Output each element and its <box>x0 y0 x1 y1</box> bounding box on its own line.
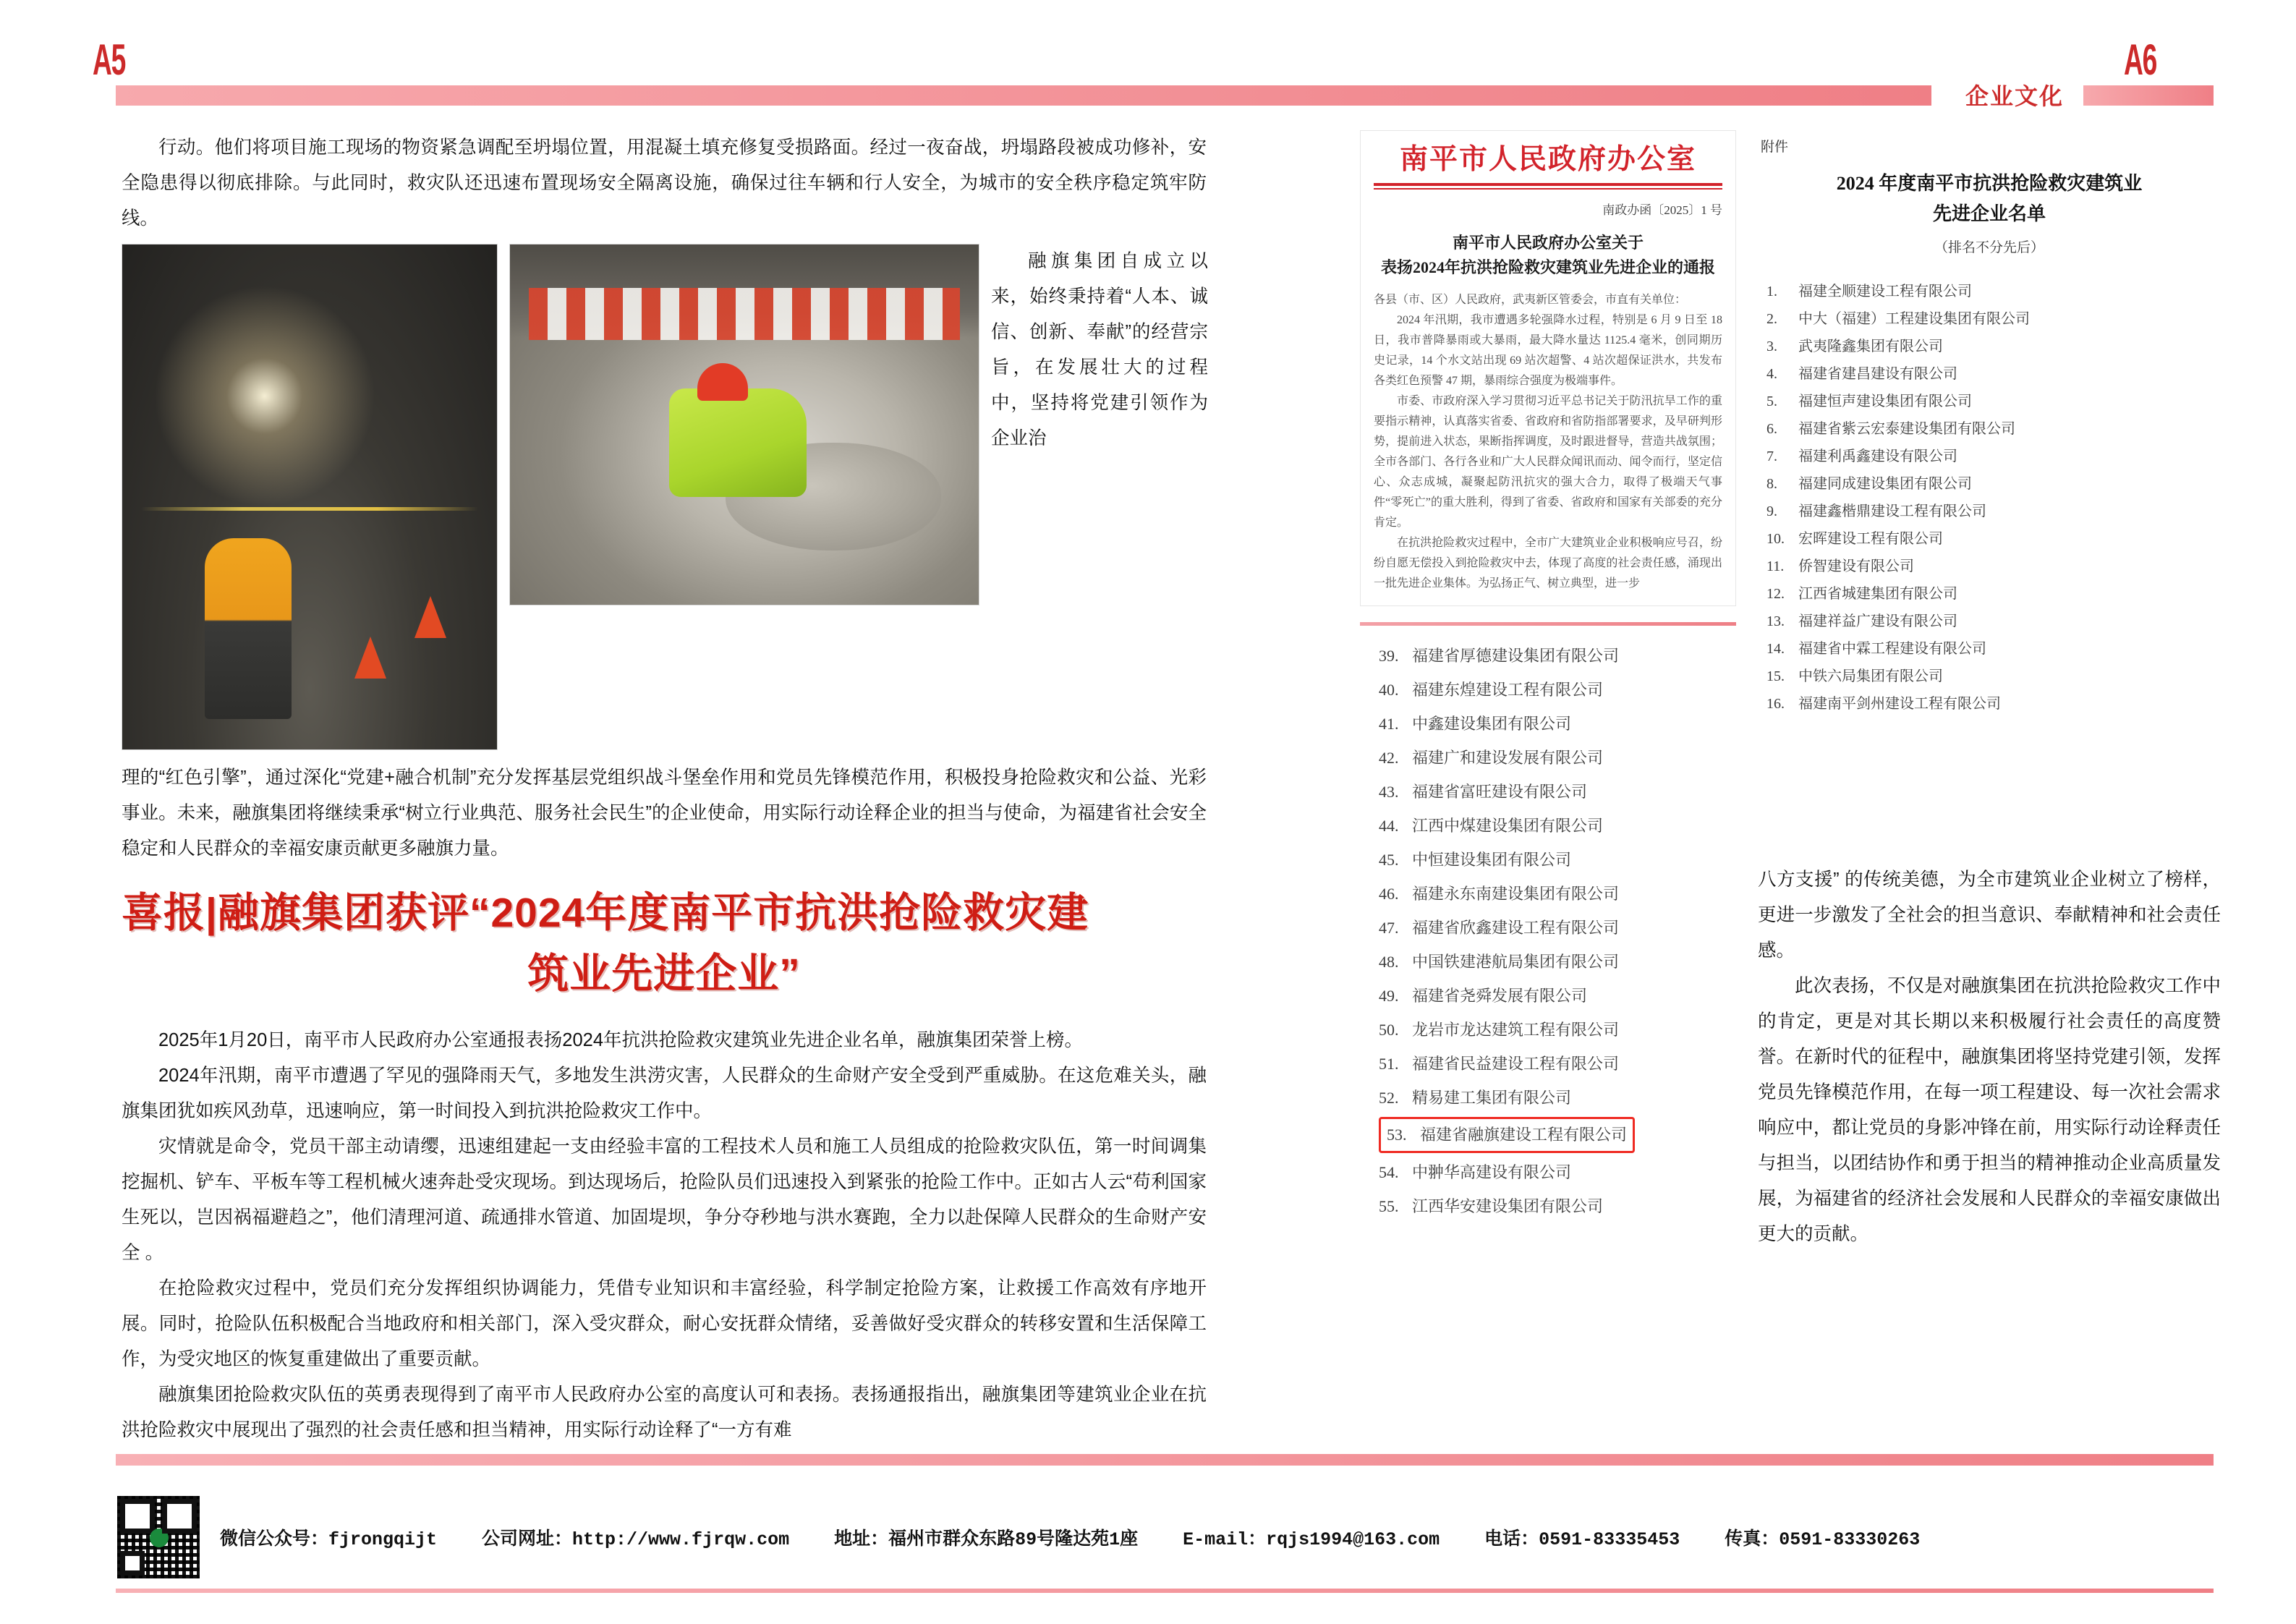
attachment-item-name: 福建省建昌建设有限公司 <box>1798 366 1957 382</box>
attachment-item-name: 江西省城建集团有限公司 <box>1798 586 1957 602</box>
list-item-name: 中恒建设集团有限公司 <box>1412 851 1572 869</box>
attachment-item-name: 福建省紫云宏泰建设集团有限公司 <box>1798 421 2015 437</box>
attachment-item-number: 1. <box>1766 284 1777 299</box>
attachment-title-line-2: 先进企业名单 <box>1932 203 2046 224</box>
list-item-number: 46. <box>1379 885 1399 903</box>
attachment-item-number: 13. <box>1766 613 1785 629</box>
list-item-name: 中翀华高建设有限公司 <box>1412 1163 1572 1181</box>
attachment-item-number: 3. <box>1766 339 1777 354</box>
attachment-scan <box>1758 130 2221 720</box>
attachment-item-name: 福建全顺建设工程有限公司 <box>1798 284 1972 299</box>
attachment-label: 附件 <box>1761 140 1789 155</box>
after-photo-paragraph: 理的“红色引擎”，通过深化“党建+融合机制”充分发挥基层党组织战斗堡垒作用和党员先锋模范作用，积极投身抢险救灾和公益、光彩事业。未来，融旗集团将继续秉承“树立行业典范、服务社会民生”的企业使命，用实际行动诠释企业的担当与使命，为福建省社会安全稳定和人民群众的幸福安康贡献更多融旗力量。 <box>122 768 1207 859</box>
attachment-item <box>1761 470 2218 498</box>
right-column-body <box>1758 862 2221 1252</box>
footer-address: 地址：福州市群众东路89号隆达苑1座 <box>834 1529 1139 1550</box>
attachment-subtitle: （排名不分先后） <box>1934 240 2044 255</box>
list-item-number: 39. <box>1379 647 1399 665</box>
list-item-number: 48. <box>1379 953 1399 971</box>
list-item <box>1379 945 1729 979</box>
list-item-name: 中国铁建港航局集团有限公司 <box>1412 953 1620 971</box>
list-item <box>1379 877 1729 911</box>
attachment-item <box>1761 690 2218 718</box>
attachment-item <box>1761 608 2218 635</box>
list-item-number: 49. <box>1379 987 1399 1005</box>
attachment-item-name: 福建利禹鑫建设有限公司 <box>1798 448 1957 464</box>
doc-heading <box>1374 231 1722 280</box>
attachment-item <box>1761 498 2218 525</box>
list-item <box>1379 1189 1729 1223</box>
footer-email: E-mail：rqjs1994@163.com <box>1183 1529 1440 1550</box>
doc-heading-line-1: 南平市人民政府办公室关于 <box>1452 234 1644 252</box>
intro-paragraph: 行动。他们将项目施工现场的物资紧急调配至坍塌位置，用混凝土填充修复受损路面。经过一夜奋战，坍塌路段被成功修补，安全隐患得以彻底排除。与此同时，救灾队还迅速布置现场安全隔离设施，确保过往车辆和行人安全，为城市的安全秩序稳定筑牢防线。 <box>122 137 1207 229</box>
list-item-name: 江西华安建设集团有限公司 <box>1412 1197 1604 1215</box>
issuer-title: 南平市人民政府办公室 <box>1399 144 1696 175</box>
attachment-item-name: 宏晖建设工程有限公司 <box>1798 531 1943 547</box>
article-paragraph: 2024年汛期，南平市遭遇了罕见的强降雨天气，多地发生洪涝灾害，人民群众的生命财产安全受到严重威胁。在这危难关头，融旗集团犹如疾风劲草，迅速响应，第一时间投入到抗洪抢险救灾工作中。 <box>122 1066 1207 1121</box>
attachment-item <box>1761 388 2218 415</box>
article-paragraph: 融旗集团抢险救灾队伍的英勇表现得到了南平市人民政府办公室的高度认可和表扬。表扬通报指出，融旗集团等建筑业企业在抗洪抢险救灾中展现出了强烈的社会责任感和担当精神，用实际行动诠释了“一方有难 <box>122 1385 1207 1440</box>
section-label: 企业文化 <box>1965 83 2064 109</box>
list-item <box>1379 707 1729 741</box>
doc-paragraph: 各县（市、区）人民政府，武夷新区管委会，市直有关单位： <box>1374 294 1687 306</box>
doc-number: 南政办函〔2025〕1 号 <box>1602 203 1722 217</box>
right-paragraph: 此次表扬，不仅是对融旗集团在抗洪抢险救灾工作中的肯定，更是对其长期以来积极履行社会责任的高度赞誉。在新时代的征程中，融旗集团将坚持党建引领，发挥党员先锋模范作用，在每一项工程建设、每一次社会需求响应中，都让党员的身影冲锋在前，用实际行动诠释责任与担当，以团结协作和勇于担当的精神推动企业高质量发展，为福建省的经济社会发展和人民群众的幸福安康做出更大的贡献。 <box>1758 976 2221 1244</box>
attachment-item-number: 14. <box>1766 641 1785 657</box>
list-item-name: 福建省厚德建设集团有限公司 <box>1412 647 1620 665</box>
worker-vest <box>669 388 807 497</box>
attachment-item-name: 福建省中霖工程建设有限公司 <box>1798 641 1986 657</box>
list-item-name: 龙岩市龙达建筑工程有限公司 <box>1412 1021 1620 1039</box>
list-item-name: 福建省融旗建设工程有限公司 <box>1420 1126 1628 1144</box>
list-item-name: 江西中煤建设集团有限公司 <box>1412 817 1604 835</box>
doc-paragraph: 市委、市政府深入学习贯彻习近平总书记关于防汛抗旱工作的重要指示精神，认真落实省委、省政府和省防指部署要求，及早研判形势，提前进入状态，果断指挥调度，及时跟进督导，营造共战氛围；全市各部门、各行各业和广大人民群众闻讯而动、闻令而行，坚定信心、众志成城，凝聚起防汛抗灾的强大合力，取得了极端天气事件“零死亡”的重大胜利，得到了省委、省政府和国家有关部委的充分肯定。 <box>1374 395 1722 529</box>
list-item <box>1379 843 1729 877</box>
attachment-item <box>1761 415 2218 443</box>
doc-body <box>1374 290 1722 594</box>
list-item <box>1379 911 1729 945</box>
list-item-number: 55. <box>1379 1197 1399 1215</box>
list-item-number: 43. <box>1379 783 1399 801</box>
list-item-name: 福建永东南建设集团有限公司 <box>1412 885 1620 903</box>
attachment-item <box>1761 525 2218 553</box>
list-item-name: 精易建工集团有限公司 <box>1412 1089 1572 1107</box>
list-item-number: 41. <box>1379 715 1399 733</box>
list-item-number: 45. <box>1379 851 1399 869</box>
attachment-item-number: 12. <box>1766 586 1785 602</box>
article-paragraph: 灾情就是命令，党员干部主动请缨，迅速组建起一支由经验丰富的工程技术人员和施工人员组成的抢险救灾队伍，第一时间调集挖掘机、铲车、平板车等工程机械火速奔赴受灾现场。到达现场后，抢险队员们迅速投入到紧张的抢险工作中。正如古人云“苟利国家生死以，岂因祸福避趋之”，他们清理河道、疏通排水管道、加固堤坝，争分夺秒地与洪水赛跑，全力以赴保障人民群众的生命财产安全 。 <box>122 1136 1207 1263</box>
doc-heading-line-2: 表扬2024年抗洪抢险救灾建筑业先进企业的通报 <box>1380 258 1715 276</box>
left-column <box>122 130 1207 1448</box>
footer-website: 公司网址：http://www.fjrqw.com <box>482 1529 790 1550</box>
attachment-item-number: 11. <box>1766 558 1785 574</box>
attachment-item-name: 福建祥益广建设有限公司 <box>1798 613 1957 629</box>
list-item <box>1379 775 1729 809</box>
photo-day-scene <box>510 245 979 605</box>
photo-night-road-repair <box>122 244 498 750</box>
list-item-number: 40. <box>1379 681 1399 699</box>
attachment-title-line-1: 2024 年度南平市抗洪抢险救灾建筑业 <box>1836 173 2143 194</box>
attachment-item <box>1761 553 2218 580</box>
company-list-scan <box>1360 626 1736 1230</box>
list-item-name: 中鑫建设集团有限公司 <box>1412 715 1572 733</box>
list-item-highlighted <box>1379 1117 1635 1153</box>
attachment-item-number: 5. <box>1766 394 1777 409</box>
list-item <box>1379 741 1729 775</box>
list-item <box>1379 979 1729 1013</box>
intro-paragraph-block <box>122 130 1207 237</box>
page-footer <box>116 1490 2214 1584</box>
attachment-item-name: 侨智建设有限公司 <box>1798 558 1914 574</box>
footer-fax: 传真：0591-83330263 <box>1725 1529 1921 1550</box>
attachment-item-name: 中大（福建）工程建设集团有限公司 <box>1798 311 2030 327</box>
attachment-item-number: 15. <box>1766 668 1785 684</box>
attachment-item <box>1761 333 2218 360</box>
attachment-item-number: 16. <box>1766 696 1785 712</box>
attachment-item <box>1761 278 2218 305</box>
list-item-number: 42. <box>1379 749 1399 767</box>
list-item <box>1379 1081 1729 1115</box>
list-item-name: 福建省富旺建设有限公司 <box>1412 783 1588 801</box>
attachment-item <box>1761 305 2218 333</box>
list-item <box>1379 1013 1729 1047</box>
footer-phone: 电话：0591-83335453 <box>1484 1529 1680 1550</box>
list-item-number: 53. <box>1387 1126 1407 1144</box>
doc-red-rule-thin <box>1374 188 1722 190</box>
folio-right: A6 <box>2124 35 2157 84</box>
attachment-item-name: 福建同成建设集团有限公司 <box>1798 476 1972 492</box>
after-photo-block <box>122 760 1207 867</box>
list-item <box>1379 1047 1729 1081</box>
folio-left: A5 <box>93 35 126 84</box>
attachment-item-number: 9. <box>1766 503 1777 519</box>
photo-day-road-patch <box>509 244 979 605</box>
list-item-name: 福建省民益建设工程有限公司 <box>1412 1055 1620 1073</box>
attachment-item-number: 7. <box>1766 448 1777 464</box>
list-item <box>1379 639 1729 673</box>
government-notice-scan <box>1360 130 1736 606</box>
attachment-item-number: 6. <box>1766 421 1777 437</box>
attachment-item <box>1761 443 2218 470</box>
list-item <box>1379 809 1729 843</box>
worker-helmet <box>697 363 748 401</box>
attachment-item-name: 福建恒声建设集团有限公司 <box>1798 394 1972 409</box>
footer-rule-top <box>116 1454 2214 1466</box>
list-item <box>1379 673 1729 707</box>
attachment-item-number: 8. <box>1766 476 1777 492</box>
attachment-item-number: 10. <box>1766 531 1785 547</box>
list-item <box>1379 1155 1729 1189</box>
right-column <box>1758 130 2221 1252</box>
list-item-number: 51. <box>1379 1055 1399 1073</box>
article-body <box>122 1023 1207 1448</box>
doc-red-rule <box>1374 183 1722 186</box>
list-item-name: 福建省尧舜发展有限公司 <box>1412 987 1588 1005</box>
header-rule-right <box>2083 85 2214 106</box>
photo-row <box>122 244 1207 757</box>
footer-wechat: 微信公众号：fjrongqijt <box>220 1529 438 1550</box>
list-item-name: 福建东煌建设工程有限公司 <box>1412 681 1604 699</box>
photo-worker-figure <box>205 538 292 719</box>
barrier-fence <box>529 288 960 340</box>
headline-line-2: 筑业先进企业” <box>527 951 801 997</box>
list-item-number: 50. <box>1379 1021 1399 1039</box>
qr-code-icon <box>116 1495 201 1580</box>
attachment-item-name: 福建南平剑州建设工程有限公司 <box>1798 696 2001 712</box>
doc-paragraph: 在抗洪抢险救灾过程中，全市广大建筑业企业积极响应号召，纷纷自愿无偿投入到抢险救灾中去，体现了高度的社会责任感，涌现出一批先进企业集体。为弘扬正气、树立典型，进一步 <box>1374 537 1722 590</box>
list-item-name: 福建广和建设发展有限公司 <box>1412 749 1604 767</box>
attachment-item-number: 4. <box>1766 366 1777 382</box>
attachment-title <box>1761 169 2218 229</box>
header-rule-left <box>116 85 1931 106</box>
doc-paragraph: 2024 年汛期，我市遭遇多轮强降水过程，特别是 6 月 9 日至 18 日，我市普降暴雨或大暴雨，最大降水量达 1125.4 毫米，创同期历史记录，14 个水文站出现 69 站次超警、4 站次超保证洪水，共发布各类红色预警 47 期，暴雨综合强度为极端事件。 <box>1374 314 1722 387</box>
headline-line-1: 喜报|融旗集团获评“2024年度南平市抗洪抢险救灾建 <box>122 890 1089 936</box>
list-item-number: 47. <box>1379 919 1399 937</box>
article-paragraph: 在抢险救灾过程中，党员们充分发挥组织协调能力，凭借专业知识和丰富经验，科学制定抢险方案，让救援工作高效有序地开展。同时，抢险队伍积极配合当地政府和相关部门，深入受灾群众，耐心安抚群众情绪，妥善做好受灾群众的转移安置和生活保障工作，为受灾地区的恢复重建做出了重要贡献。 <box>122 1278 1207 1369</box>
attachment-item-name: 福建鑫楷鼎建设工程有限公司 <box>1798 503 1986 519</box>
attachment-item <box>1761 360 2218 388</box>
attachment-item-name: 武夷隆鑫集团有限公司 <box>1798 339 1943 354</box>
traffic-cone-icon <box>414 596 446 638</box>
list-item-number: 52. <box>1379 1089 1399 1107</box>
page-header <box>0 0 2296 116</box>
traffic-cone-icon <box>354 637 386 679</box>
article-paragraph: 2025年1月20日，南平市人民政府办公室通报表扬2024年抗洪抢险救灾建筑业先进企业名单，融旗集团荣誉上榜。 <box>158 1030 1084 1050</box>
right-paragraph: 八方支援” 的传统美德，为全市建筑业企业树立了榜样，更进一步激发了全社会的担当意识、奉献精神和社会责任感。 <box>1758 870 2221 961</box>
middle-column <box>1360 130 1736 1230</box>
attachment-item-number: 2. <box>1766 311 1777 327</box>
attachment-item <box>1761 663 2218 690</box>
attachment-item-name: 中铁六局集团有限公司 <box>1798 668 1943 684</box>
attachment-item <box>1761 635 2218 663</box>
footer-rule-bottom <box>116 1589 2214 1593</box>
photo-night-scene <box>122 245 497 749</box>
article-headline <box>122 883 1207 1004</box>
list-item-number: 54. <box>1379 1163 1399 1181</box>
attachment-item <box>1761 580 2218 608</box>
wrap-paragraph: 融旗集团自成立以来，始终秉持着“人本、诚信、创新、奉献”的经营宗旨，在发展壮大的过程中，坚持将党建引领作为企业治 <box>991 251 1208 448</box>
list-item-name: 福建省欣鑫建设工程有限公司 <box>1412 919 1620 937</box>
list-item-number: 44. <box>1379 817 1399 835</box>
